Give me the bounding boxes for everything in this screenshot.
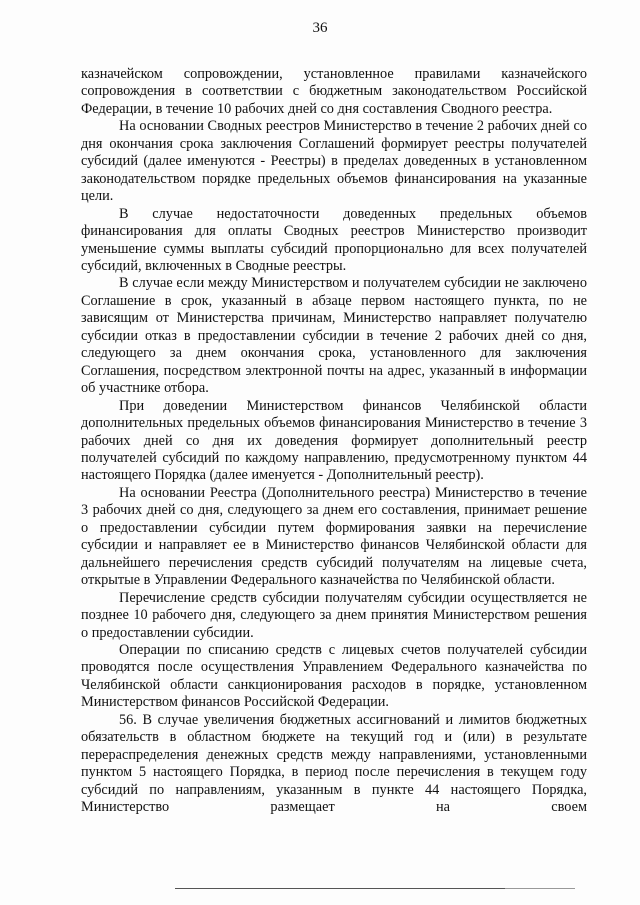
paragraph-item-56: 56. В случае увеличения бюджетных ассигнований и лимитов бюджетных обязательств в областном бюджете на текущий год и (или) в результате перераспределения денежных средств между направлениями, установленными пунктом 5 настоящего Порядка, в период после перечисления в текущем году субсидий по направлениям, указанным в пункте 44 настоящего Порядка, Министерство размещает на своем	[81, 711, 587, 816]
scan-edge-line	[175, 888, 505, 889]
scan-edge-line	[505, 888, 575, 889]
paragraph-continuation: казначейском сопровождении, установленное правилами казначейского сопровождения в соответствии с бюджетным законодательством Российской Федерации, в течение 10 рабочих дней со дня составления Сводного реестра.	[81, 66, 587, 117]
paragraph: На основании Реестра (Дополнительного реестра) Министерство в течение 3 рабочих дней со дня, следующего за днем его составления, принимает решение о предоставлении субсидии путем формирования заявки на перечисление субсидии и направляет ее в Министерство финансов Челябинской области для дальнейшего перечисления средств субсидий получателям на лицевые счета, открытые в Управлении Федерального казначейства по Челябинской области.	[81, 484, 587, 589]
paragraph: На основании Сводных реестров Министерство в течение 2 рабочих дней со дня окончания срока заключения Соглашений формирует реестры получателей субсидий (далее именуются - Реестры) в пределах доведенных в установленном законодательством порядке предельных объемов финансирования на указанные цели.	[81, 118, 587, 205]
body-text	[81, 66, 587, 816]
paragraph: При доведении Министерством финансов Челябинской области дополнительных предельных объемов финансирования Министерство в течение 3 рабочих дней со дня их доведения формирует дополнительный реестр получателей субсидий по каждому направлению, предусмотренному пунктом 44 настоящего Порядка (далее именуется - Дополнительный реестр).	[81, 397, 587, 484]
page-number: 36	[312, 20, 328, 36]
paragraph: В случае недостаточности доведенных предельных объемов финансирования для оплаты Сводных реестров Министерство производит уменьшение суммы выплаты субсидий пропорционально для всех получателей субсидий, включенных в Сводные реестры.	[81, 205, 587, 274]
paragraph: Операции по списанию средств с лицевых счетов получателей субсидии проводятся после осуществления Управлением Федерального казначейства по Челябинской области санкционирования расходов в порядке, установленном Министерством финансов Российской Федерации.	[81, 641, 587, 711]
paragraph: Перечисление средств субсидии получателям субсидии осуществляется не позднее 10 рабочего дня, следующего за днем принятия Министерством решения о предоставлении субсидии.	[81, 589, 587, 641]
paragraph: В случае если между Министерством и получателем субсидии не заключено Соглашение в срок, указанный в абзаце первом настоящего пункта, по не зависящим от Министерства причинам, Министерство направляет получателю субсидии отказ в предоставлении субсидии в течение 2 рабочих дней со дня, следующего за днем окончания срока, установленного для заключения Соглашения, посредством электронной почты на адрес, указанный в информации об участнике отбора.	[81, 275, 587, 397]
